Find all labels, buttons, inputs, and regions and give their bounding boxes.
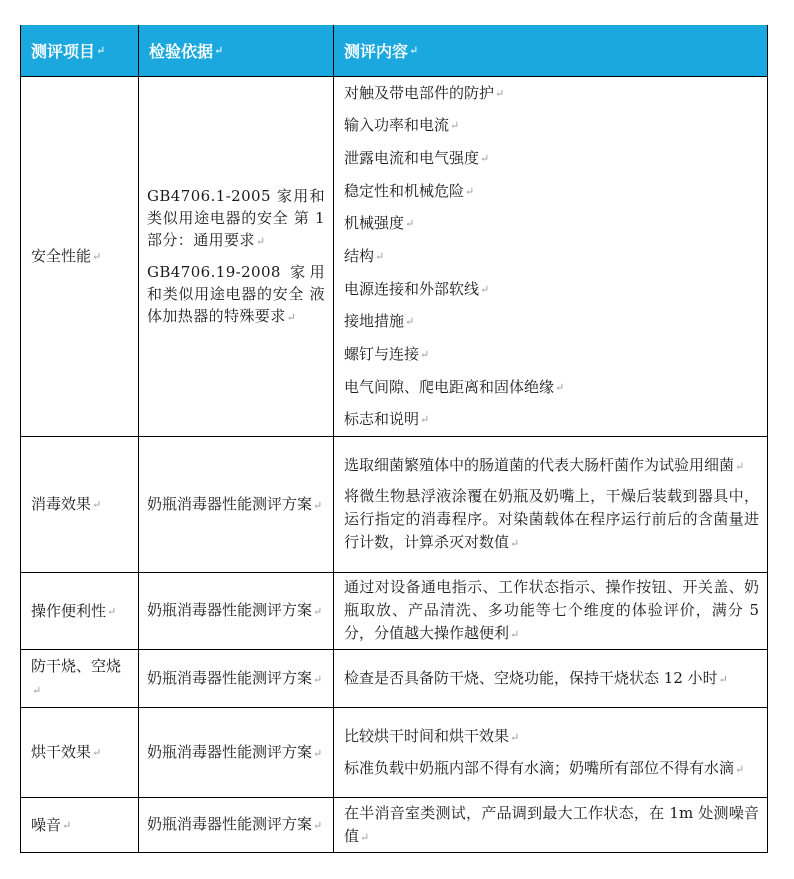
- content-cell: [334, 573, 767, 649]
- item-label: 安全性能: [31, 247, 92, 265]
- content-item: [344, 77, 759, 110]
- content-item: [344, 175, 759, 208]
- content-item: [344, 725, 759, 749]
- paragraph-mark: ↵: [409, 44, 419, 57]
- paragraph-mark: ↵: [313, 605, 323, 618]
- paragraph-mark: ↵: [480, 152, 490, 166]
- basis-text: 奶瓶消毒器性能测评方案: [147, 668, 313, 687]
- content-item: [344, 338, 759, 371]
- paragraph-mark: ↵: [286, 310, 297, 324]
- paragraph-mark: ↵: [375, 250, 385, 263]
- content-item: [344, 208, 759, 241]
- basis-cell: [139, 798, 334, 852]
- content-text: 比较烘干时间和烘干效果: [344, 726, 510, 745]
- item-cell: [21, 77, 139, 436]
- paragraph-mark: ↵: [510, 730, 520, 744]
- table-row-safety: [21, 77, 767, 437]
- paragraph-mark: ↵: [735, 460, 745, 473]
- content-text: 选取细菌繁殖体中的肠道菌的代表大肠杆菌作为试验用细菌: [344, 456, 735, 474]
- item-cell: [21, 798, 139, 852]
- paragraph-mark: ↵: [420, 347, 430, 361]
- paragraph-mark: ↵: [62, 818, 72, 832]
- paragraph-mark: ↵: [214, 44, 224, 57]
- basis-text: 奶瓶消毒器性能测评方案: [147, 742, 313, 761]
- paragraph-mark: ↵: [480, 282, 490, 296]
- paragraph-mark: ↵: [735, 762, 745, 776]
- paragraph-mark: ↵: [313, 746, 323, 760]
- content-item: [344, 110, 759, 143]
- paragraph-mark: ↵: [96, 44, 106, 57]
- table-header: [21, 25, 767, 77]
- paragraph-mark: ↵: [313, 672, 323, 686]
- basis-cell: [139, 708, 334, 797]
- basis-standard: [147, 599, 325, 623]
- table-row-drying: [21, 708, 767, 798]
- basis-standard: [147, 667, 325, 691]
- table-row-usability: [21, 573, 767, 650]
- basis-text: 奶瓶消毒器性能测评方案: [147, 601, 313, 619]
- paragraph-mark: ↵: [92, 250, 102, 263]
- table-row-disinfection: [21, 437, 767, 573]
- item-label: 防干烧、空烧: [31, 657, 122, 675]
- paragraph-mark: ↵: [465, 184, 475, 198]
- basis-standard: [147, 493, 325, 517]
- content-item: [344, 485, 759, 555]
- paragraph-mark: ↵: [32, 684, 42, 697]
- table-row-noise: [21, 798, 767, 853]
- item-label: 消毒效果: [31, 495, 92, 513]
- basis-standard-1: [147, 185, 325, 253]
- content-item: [344, 454, 759, 478]
- content-item: [344, 273, 759, 306]
- content-text: 螺钉与连接: [344, 344, 420, 363]
- header-cell-item: [21, 25, 139, 76]
- content-item: [344, 142, 759, 175]
- basis-cell: [139, 437, 334, 572]
- content-item: [344, 305, 759, 338]
- content-cell: [334, 437, 767, 572]
- paragraph-mark: ↵: [313, 498, 323, 512]
- paragraph-mark: ↵: [107, 604, 117, 618]
- evaluation-table: [20, 25, 768, 853]
- paragraph-mark: ↵: [92, 498, 102, 511]
- content-item: [344, 403, 759, 436]
- header-cell-basis: [139, 25, 334, 76]
- item-cell: [21, 650, 139, 707]
- content-text: 稳定性和机械危险: [344, 181, 465, 200]
- content-text: 通过对设备通电指示、工作状态指示、操作按钮、开关盖、奶瓶取放、产品清洗、多功能等七个维度的体验评价，满分 5 分，分值越大操作越便利: [344, 578, 759, 642]
- content-item: [344, 576, 759, 646]
- content-item: [344, 802, 759, 849]
- paragraph-mark: ↵: [405, 217, 415, 231]
- item-cell: [21, 708, 139, 797]
- paragraph-mark: ↵: [450, 119, 460, 133]
- item-label: 烘干效果: [31, 743, 92, 761]
- paragraph-mark: ↵: [360, 830, 370, 844]
- content-text: 机械强度: [344, 214, 405, 233]
- content-item: [344, 371, 759, 404]
- basis-text: GB4706.19-2008 家用和类似用途电器的安全 液体加热器的特殊要求: [147, 262, 325, 325]
- content-text: 泄露电流和电气强度: [344, 149, 480, 168]
- content-text: 对触及带电部件的防护: [344, 83, 495, 102]
- item-label: 操作便利性: [31, 601, 107, 620]
- paragraph-mark: ↵: [313, 819, 323, 832]
- paragraph-mark: ↵: [420, 413, 430, 427]
- content-text: 输入功率和电流: [344, 116, 450, 135]
- basis-cell: [139, 77, 334, 436]
- content-text: 接地措施: [344, 312, 405, 331]
- basis-cell: [139, 573, 334, 649]
- paragraph-mark: ↵: [255, 234, 266, 248]
- basis-standard: [147, 813, 325, 837]
- content-text: 标志和说明: [344, 410, 420, 429]
- header-label-item: 测评项目: [31, 42, 96, 61]
- paragraph-mark: ↵: [555, 380, 565, 394]
- basis-text: 奶瓶消毒器性能测评方案: [147, 494, 313, 513]
- basis-standard: [147, 741, 325, 765]
- content-item: [344, 757, 759, 781]
- table-row-dry-burn: [21, 650, 767, 708]
- content-cell: [334, 77, 767, 436]
- content-cell: [334, 708, 767, 797]
- basis-standard-2: [147, 261, 325, 329]
- content-text: 标准负载中奶瓶内部不得有水滴；奶嘴所有部位不得有水滴: [344, 758, 735, 777]
- item-label: 噪音: [31, 815, 62, 834]
- content-text: 在半消音室类测试，产品调到最大工作状态，在 1m 处测噪音值: [344, 803, 759, 845]
- header-label-basis: 检验依据: [149, 42, 214, 61]
- basis-text: GB4706.1-2005 家用和类似用途电器的安全 第 1 部分：通用要求: [147, 186, 325, 249]
- paragraph-mark: ↵: [495, 86, 505, 100]
- content-cell: [334, 798, 767, 852]
- basis-cell: [139, 650, 334, 707]
- header-label-content: 测评内容: [344, 42, 409, 61]
- header-cell-content: [334, 25, 767, 76]
- content-text: 结构: [344, 247, 375, 265]
- item-cell: [21, 437, 139, 572]
- paragraph-mark: ↵: [405, 315, 415, 329]
- content-text: 电源连接和外部软线: [344, 279, 480, 298]
- paragraph-mark: ↵: [510, 537, 520, 550]
- paragraph-mark: ↵: [718, 672, 728, 686]
- content-text: 将微生物悬浮液涂覆在奶瓶及奶嘴上，干燥后装载到器具中，运行指定的消毒程序。对染菌载体在程序运行前后的含菌量进行计数，计算杀灭对数值: [344, 487, 759, 551]
- item-cell: [21, 573, 139, 649]
- content-text: 电气间隙、爬电距离和固体绝缘: [344, 377, 555, 396]
- basis-text: 奶瓶消毒器性能测评方案: [147, 815, 313, 833]
- content-cell: [334, 650, 767, 707]
- content-item: [344, 240, 759, 273]
- content-text: 检查是否具备防干烧、空烧功能，保持干烧状态 12 小时: [344, 668, 718, 687]
- content-item: [344, 667, 759, 691]
- paragraph-mark: ↵: [510, 628, 520, 641]
- paragraph-mark: ↵: [92, 746, 102, 759]
